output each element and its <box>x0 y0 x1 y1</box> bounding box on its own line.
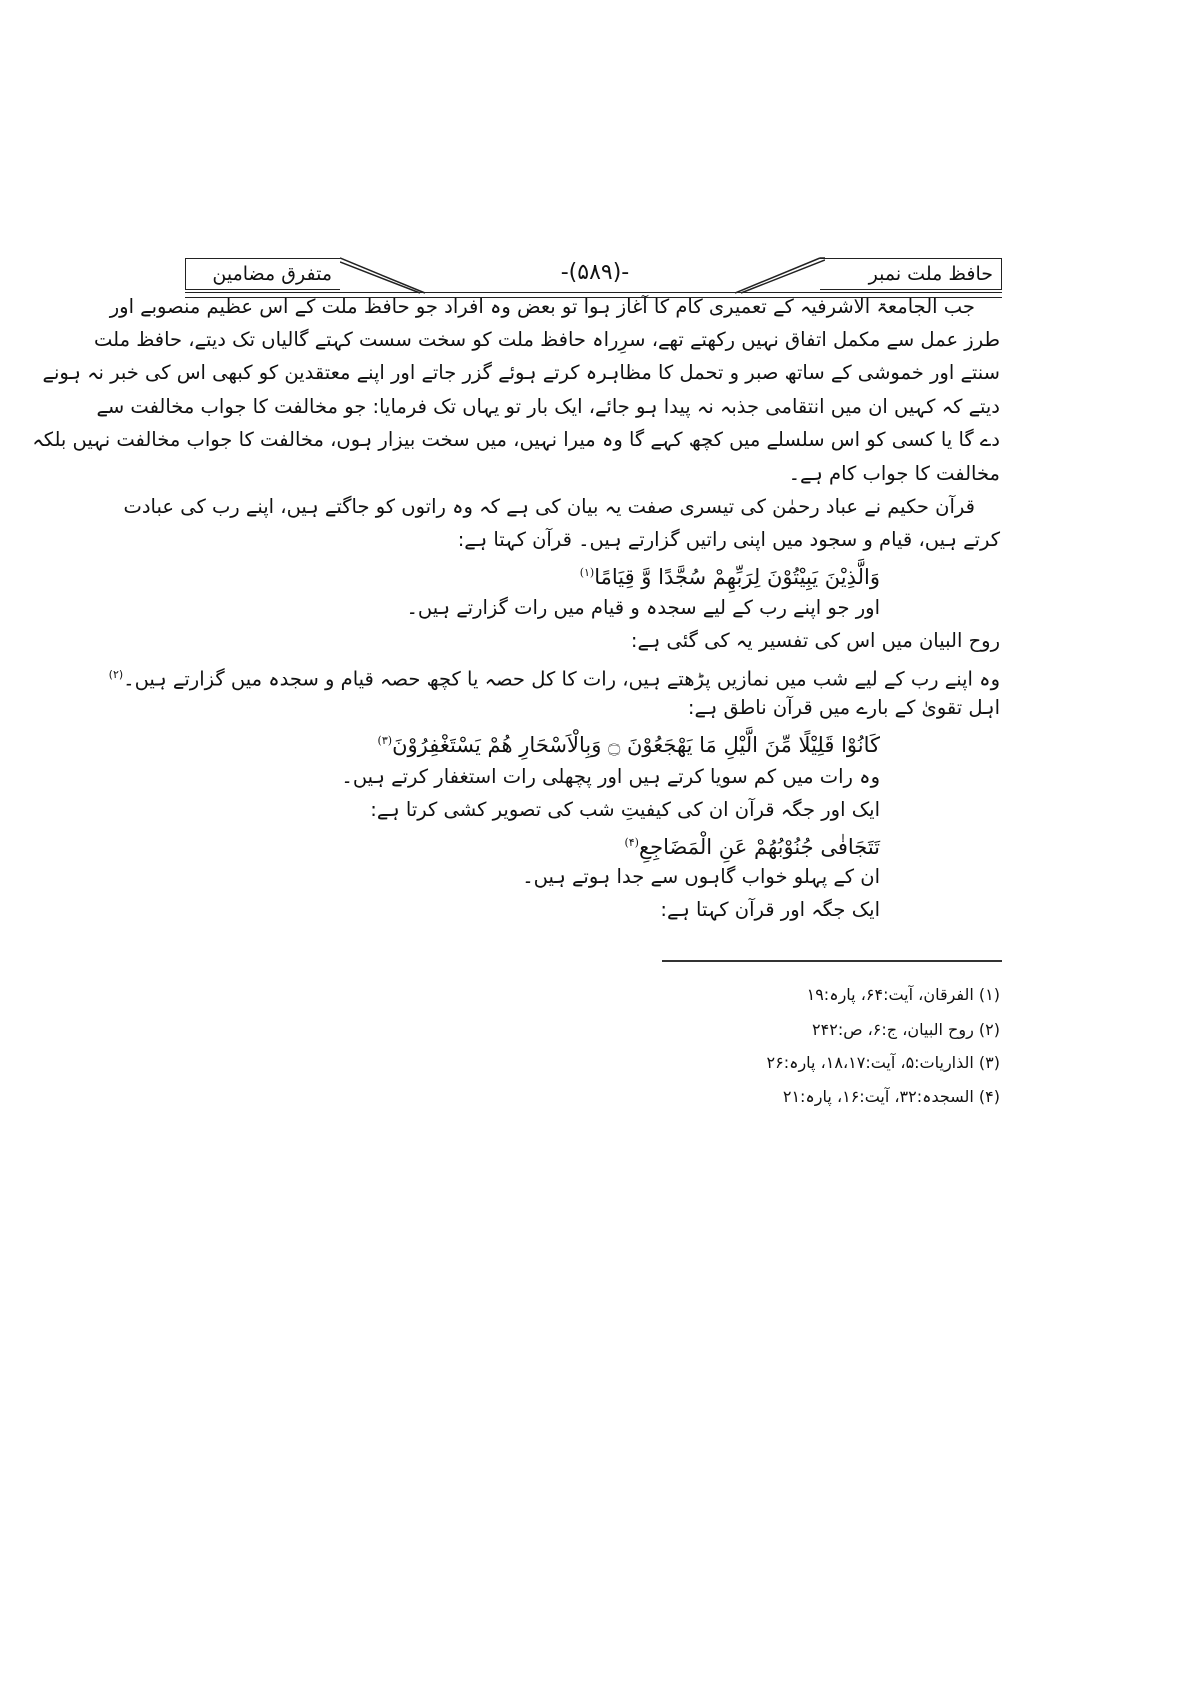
translation-line: وہ رات میں کم سویا کرتے ہیں اور پچھلی رات استغفار کرتے ہیں۔ <box>341 765 880 788</box>
page-number: -(۵۸۹)- <box>560 260 630 285</box>
verse-text: وَالَّذِیْنَ یَبِیْتُوْنَ لِرَبِّهِمْ سُجَّدًا وَّ قِیَامًا <box>594 565 880 589</box>
paragraph-line: سنتے اور خموشی کے ساتھ صبر و تحمل کا مظاہرہ کرتے ہوئے گزر جاتے اور اپنے معتقدین کو کبھی اس کی خبر نہ ہونے <box>42 361 1000 384</box>
paragraph-line: طرز عمل سے مکمل اتفاق نہیں رکھتے تھے، سرِراہ حافظ ملت کو سخت سست کہتے گالیاں تک دیتے، حافظ ملت <box>93 328 1000 351</box>
footnote: (۲) روح البیان، ج:۶، ص:۲۴۲ <box>812 1020 1000 1039</box>
paragraph-line: روح البیان میں اس کی تفسیر یہ کی گئی ہے: <box>630 629 1000 652</box>
quran-verse <box>378 726 880 760</box>
book-title: حافظ ملت نمبر <box>820 258 1002 290</box>
paragraph-line: مخالفت کا جواب کام ہے۔ <box>788 462 1000 485</box>
paragraph-line: کرتے ہیں، قیام و سجود میں اپنی راتیں گزارتے ہیں۔ قرآن کہتا ہے: <box>457 528 1000 551</box>
footnote: (۱) الفرقان، آیت:۶۴، پارہ:۱۹ <box>806 985 1000 1004</box>
paragraph-line: دیتے کہ کہیں ان میں انتقامی جذبہ نہ پیدا ہو جائے، ایک بار تو یہاں تک فرمایا: جو مخالفت کا جواب مخالفت سے <box>96 395 1000 418</box>
quote-text: وہ اپنے رب کے لیے شب میں نمازیں پڑھتے ہیں، رات کا کل حصہ یا کچھ حصہ قیام و سجدہ میں گزارتے ہیں۔ <box>123 667 1000 691</box>
footnote-ref: (۳) <box>377 734 393 747</box>
translation-line: اور جو اپنے رب کے لیے سجدہ و قیام میں رات گزارتے ہیں۔ <box>406 596 880 619</box>
paragraph-line: دے گا یا کسی کو اس سلسلے میں کچھ کہے گا وہ میرا نہیں، میں سخت بیزار ہوں، مخالفت کا جواب مخالفت نہیں بلکہ <box>32 428 1000 451</box>
footnote-ref: (۱) <box>579 566 595 579</box>
paragraph-line: اہل تقویٰ کے بارے میں قرآن ناطق ہے: <box>687 696 1000 719</box>
footnote-ref: (۴) <box>624 836 639 849</box>
paragraph-line: جب الجامعۃ الاشرفیہ کے تعمیری کام کا آغاز ہوا تو بعض وہ افراد جو حافظ ملت کے اس عظیم منصوبے اور <box>109 295 975 318</box>
paragraph-line <box>109 660 1000 695</box>
quran-verse <box>624 828 880 862</box>
footnote-ref: (۲) <box>108 668 124 681</box>
translation-line: ان کے پہلو خواب گاہوں سے جدا ہوتے ہیں۔ <box>522 865 880 888</box>
footnote: (۴) السجدہ:۳۲، آیت:۱۶، پارہ:۲۱ <box>782 1087 1000 1106</box>
footnote-rule <box>662 960 1002 962</box>
header-ornament-left <box>340 256 430 294</box>
footnote: (۳) الذاریات:۵، آیت:۱۸،۱۷، پارہ:۲۶ <box>766 1053 1000 1072</box>
quran-verse <box>580 558 880 592</box>
verse-text: كَانُوْا قَلِیْلًا مِّنَ الَّیْلِ مَا یَهْجَعُوْنَ ۝ وَبِالْاَسْحَارِ هُمْ یَسْتَغْفِرُوْنَ <box>392 733 880 757</box>
section-title: متفرق مضامین <box>185 258 340 290</box>
header-ornament-right <box>735 256 825 294</box>
paragraph-line: ایک جگہ اور قرآن کہتا ہے: <box>660 898 880 921</box>
paragraph-line: ایک اور جگہ قرآن ان کی کیفیتِ شب کی تصویر کشی کرتا ہے: <box>370 798 880 821</box>
verse-text: تَتَجَافٰی جُنُوْبُهُمْ عَنِ الْمَضَاجِعِ <box>638 835 880 859</box>
paragraph-line: قرآن حکیم نے عباد رحمٰن کی تیسری صفت یہ بیان کی ہے کہ وہ راتوں کو جاگتے ہیں، اپنے رب کی عبادت <box>123 495 975 518</box>
